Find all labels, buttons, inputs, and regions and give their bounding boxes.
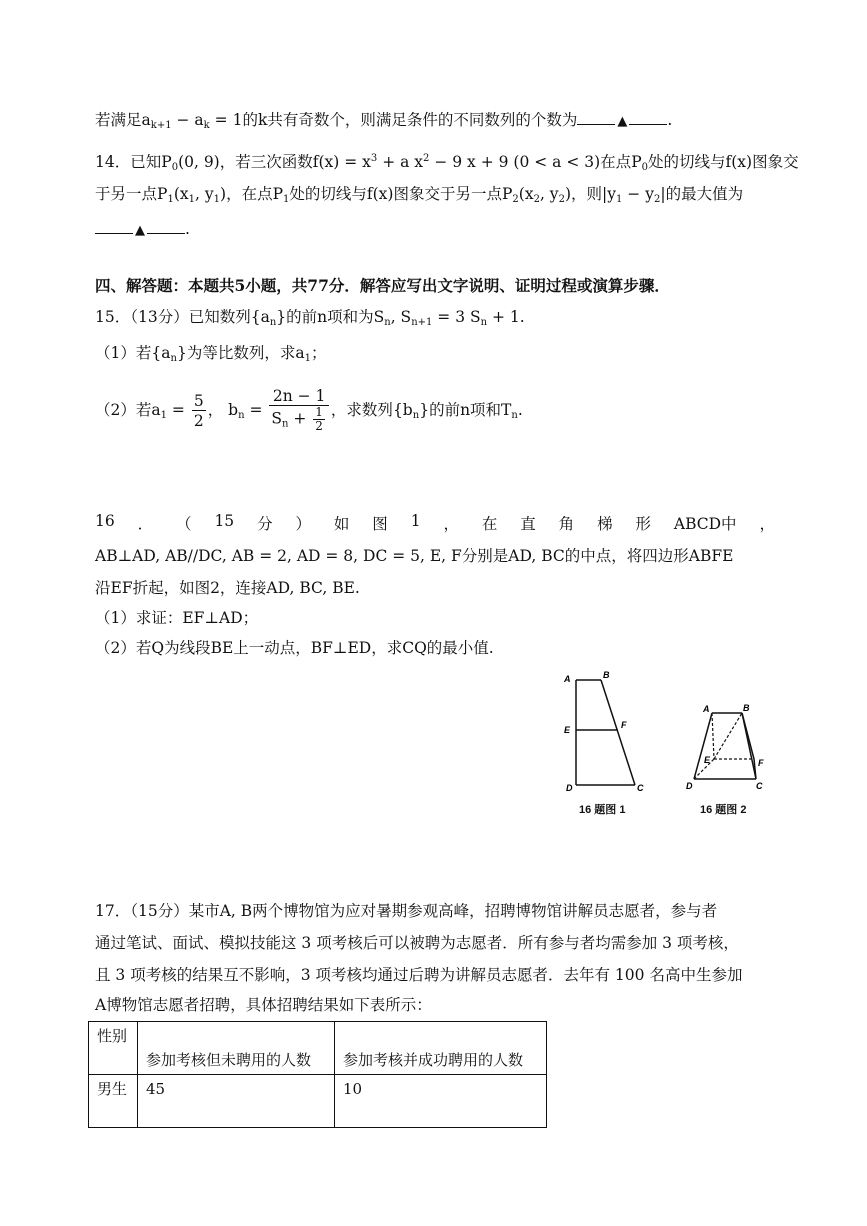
q16-line1-token: ． (137, 515, 154, 533)
triangle-icon: ▲ (617, 114, 628, 129)
fig2-label-e: E (704, 755, 711, 765)
q16-line1-token: 16 (95, 512, 115, 530)
q13-tail: 若满足$a_{k+1} - a_k = 1$的k共有奇数个，则满足条件的不同数列的个数为 ▲ . (95, 111, 673, 131)
fig2-label-d: D (686, 781, 693, 791)
q16-part1: （1）求证：EF⊥AD； (95, 609, 259, 627)
fig1-label-c: C (637, 783, 644, 793)
table-header-cell: 参加考核但未聘用的人数 (138, 1022, 335, 1075)
q16-line1-token: 分 (257, 515, 273, 533)
q17-line3: 且 3 项考核的结果互不影响，3 项考核均通过后聘为讲解员志愿者．去年有 100 名高中生参加 (95, 966, 743, 984)
q16-line1-token: （ (176, 515, 192, 533)
q16-line1-token: 形 (635, 515, 651, 533)
figure-1-caption: 16 题图 1 (579, 804, 626, 816)
q16-line1-token: 15 (214, 512, 235, 530)
table-cell: 10 (335, 1075, 547, 1128)
q16-line1-token: ） (295, 515, 311, 533)
fig2-label-c: C (756, 781, 763, 791)
q16-part2: （2）若Q为线段BE上一动点，BF⊥ED，求CQ的最小值. (95, 639, 494, 657)
q16-line1-token: ， (759, 515, 775, 533)
q16-line1-token: 角 (558, 515, 575, 533)
q17-line4: A博物馆志愿者招聘，具体招聘结果如下表所示： (95, 996, 432, 1014)
q16-line1-token: 如 (333, 515, 350, 533)
q14-line2: 于另一点$P_1(x_1$, $y_1$)，在点$P_1$处的切线与f(x)图象交于另一点$P_2(x_2$, $y_2$)，则$|y_1 - y_2|$的最大值为 (95, 185, 744, 205)
table-header-row (89, 1022, 547, 1075)
recruitment-results-table (88, 1021, 547, 1128)
table-header-cell: 参加考核并成功聘用的人数 (335, 1022, 547, 1075)
q16-line1-token: 梯 (597, 515, 613, 533)
answer-blank[interactable] (629, 110, 667, 125)
q14-line3: ▲ . (95, 219, 190, 241)
q16-line1-token: ， (443, 515, 459, 533)
table-cell: 45 (138, 1075, 335, 1128)
answer-blank[interactable] (147, 219, 185, 234)
q16-line1-token: 1 (410, 512, 421, 530)
q16-line1-token: ABCD中 (673, 515, 737, 533)
q16-line2: AB⊥AD, AB//DC, AB = 2, AD = 8, DC = 5, E, F分别是AD, BC的中点，将四边形ABFE (95, 547, 734, 565)
figure-2-caption: 16 题图 2 (700, 804, 747, 816)
table-row (89, 1075, 547, 1128)
figure-2-folded (680, 695, 780, 795)
figure-1-trapezoid (555, 668, 655, 798)
q14-line1: 14．已知$P_0(0$, 9)，若三次函数$f(x) = x^3 + a$ $x^2 - 9$ x + 9 (0 < a < 3)在点$P_0$处的切线与f(x)图象交 (95, 153, 799, 173)
q17-line1: 17．（15分）某市A, B两个博物馆为应对暑期参观高峰，招聘博物馆讲解员志愿者，参与者 (95, 902, 718, 920)
answer-blank[interactable] (577, 110, 615, 125)
q17-line2: 通过笔试、面试、模拟技能这 3 项考核后可以被聘为志愿者．所有参与者均需参加 3 项考核， (95, 934, 739, 952)
fig1-label-e: E (564, 725, 571, 735)
q16-line1-token: 直 (520, 515, 536, 533)
fig1-label-d: D (566, 783, 573, 793)
q15-part1: （1）若$\{a_n\}$为等比数列，求$a_1$； (95, 344, 327, 364)
fig2-label-b: B (743, 703, 750, 713)
q16-line1-token: 在 (481, 515, 498, 533)
q16-line1 (95, 512, 775, 534)
q15-stem: 15．（13分）已知数列$\{a_n\}$的前n项和为$S_n$, $S_{n+1} = 3$ $S_n + 1$. (95, 308, 525, 328)
table-cell: 男生 (89, 1075, 138, 1128)
triangle-icon: ▲ (135, 223, 145, 238)
fig1-label-a: A (564, 674, 571, 684)
answer-blank[interactable] (95, 219, 133, 234)
q16-line3: 沿EF折起，如图2，连接AD, BC, BE. (95, 579, 360, 597)
fig1-label-f: F (621, 720, 627, 730)
table-header-cell: 性别 (89, 1022, 138, 1075)
fig1-label-b: B (603, 670, 610, 680)
q15-part2: （2）若$a_1$ = $\frac{5}{2}$ ， $b_n$ = 2n − 1 $S_n$ + $\frac{1}{2}$ ，求数列$\{b_n\}$的前n项和$T_n$. (95, 387, 523, 434)
section-4-heading: 四、解答题：本题共5小题，共77分．解答应写出文字说明、证明过程或演算步骤． (95, 276, 670, 295)
q16-line1-token: 图 (372, 515, 388, 533)
fig2-label-a: A (703, 704, 710, 714)
fig2-label-f: F (758, 758, 764, 768)
